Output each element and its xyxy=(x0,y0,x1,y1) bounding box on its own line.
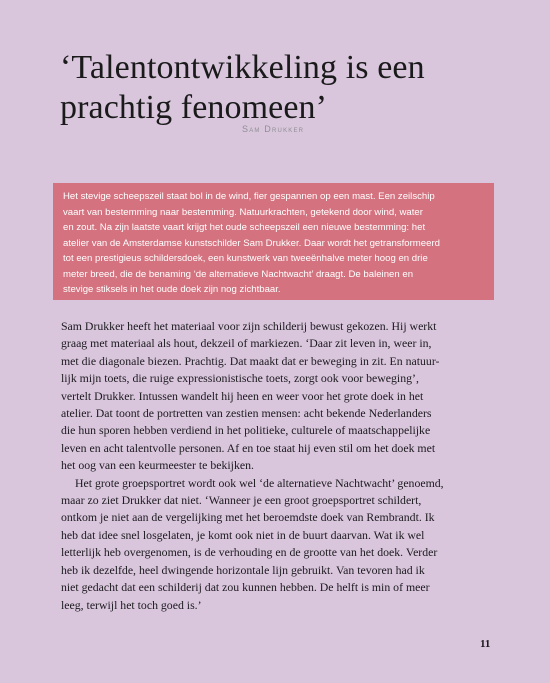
intro-line: tot een prestigieus schildersdoek, een kunstwerk van tweeënhalve meter hoog en drie xyxy=(63,253,428,264)
body-line: met die diagonale biezen. Prachtig. Dat maakt dat er beweging in zit. En natuur- xyxy=(61,353,440,368)
page-number: 11 xyxy=(480,638,491,650)
body-line: heb ik dezelfde, heel dwingende horizontale lijn gebruikt. Van tevoren had ik xyxy=(61,562,425,577)
author-byline xyxy=(242,124,304,134)
body-line: vertelt Drukker. Intussen wandelt hij heen en weer voor het grote doek in het xyxy=(61,388,424,403)
body-line: Sam Drukker heeft het materiaal voor zijn schilderij bewust gekozen. Hij werkt xyxy=(61,319,437,333)
intro-line: Het stevige scheepszeil staat bol in de wind, fier gespannen op een mast. Een zeilschip xyxy=(63,191,435,202)
article-body xyxy=(61,318,491,614)
author-name: Sam Drukker xyxy=(242,124,305,134)
body-line: leven en acht talentvolle personen. Af en toe staat hij even stil om het doek met xyxy=(61,440,436,455)
body-line: atelier. Dat toont de portretten van zestien mensen: acht bekende Nederlanders xyxy=(61,406,432,421)
body-line: Het grote groepsportret wordt ook wel ‘de alternatieve Nachtwacht’ genoemd, xyxy=(75,475,444,490)
article-title xyxy=(60,48,480,128)
body-line: die hun sporen hebben verdiend in het politieke, culturele of maatschappelijke xyxy=(61,423,431,438)
intro-line: en zout. Na zijn laatste vaart krijgt het oude scheepszeil een nieuwe bestemming: het xyxy=(63,222,426,233)
intro-line: vaart van bestemming naar bestemming. Natuurkrachten, getekend door wind, water xyxy=(63,206,423,218)
body-line: het oog van een keurmeester te bekijken. xyxy=(61,458,254,473)
intro-line: atelier van de Amsterdamse kunstschilder Sam Drukker. Daar wordt het getransformeerd xyxy=(63,237,440,249)
body-line: heb dat idee snel losgelaten, je komt ook niet in de buurt daarvan. Wat ik wel xyxy=(61,527,425,542)
intro-line: meter breed, die de benaming ‘de alternatieve Nachtwacht’ draagt. De baleinen en xyxy=(63,268,414,280)
body-line: leeg, terwijl het toch goed is.’ xyxy=(61,597,202,612)
body-line: maar zo ziet Drukker dat niet. ‘Wanneer je een groot groepsportret schildert, xyxy=(61,493,422,508)
body-line: letterlijk heb overgenomen, is de verhouding en de grootte van het doek. Verder xyxy=(61,545,438,560)
intro-line: stevige stiksels in het oude doek zijn nog zichtbaar. xyxy=(63,284,281,295)
body-line: lijk mijn toets, die ruige expressionistische toets, zorgt ook voor beweging’, xyxy=(61,371,419,386)
intro-highlight-box xyxy=(53,183,494,300)
body-line: niet gedacht dat een schilderij dat zou kunnen hebben. De helft is min of meer xyxy=(61,580,430,595)
title-line: prachtig fenomeen’ xyxy=(60,89,328,126)
body-line: ontkom je niet aan de vergelijking met het beroemdste doek van Rembrandt. Ik xyxy=(61,510,435,525)
body-line: graag met materiaal als hout, dekzeil of markiezen. ‘Daar zit leven in, weer in, xyxy=(61,336,432,351)
title-line: ‘Talentontwikkeling is een xyxy=(60,49,425,86)
